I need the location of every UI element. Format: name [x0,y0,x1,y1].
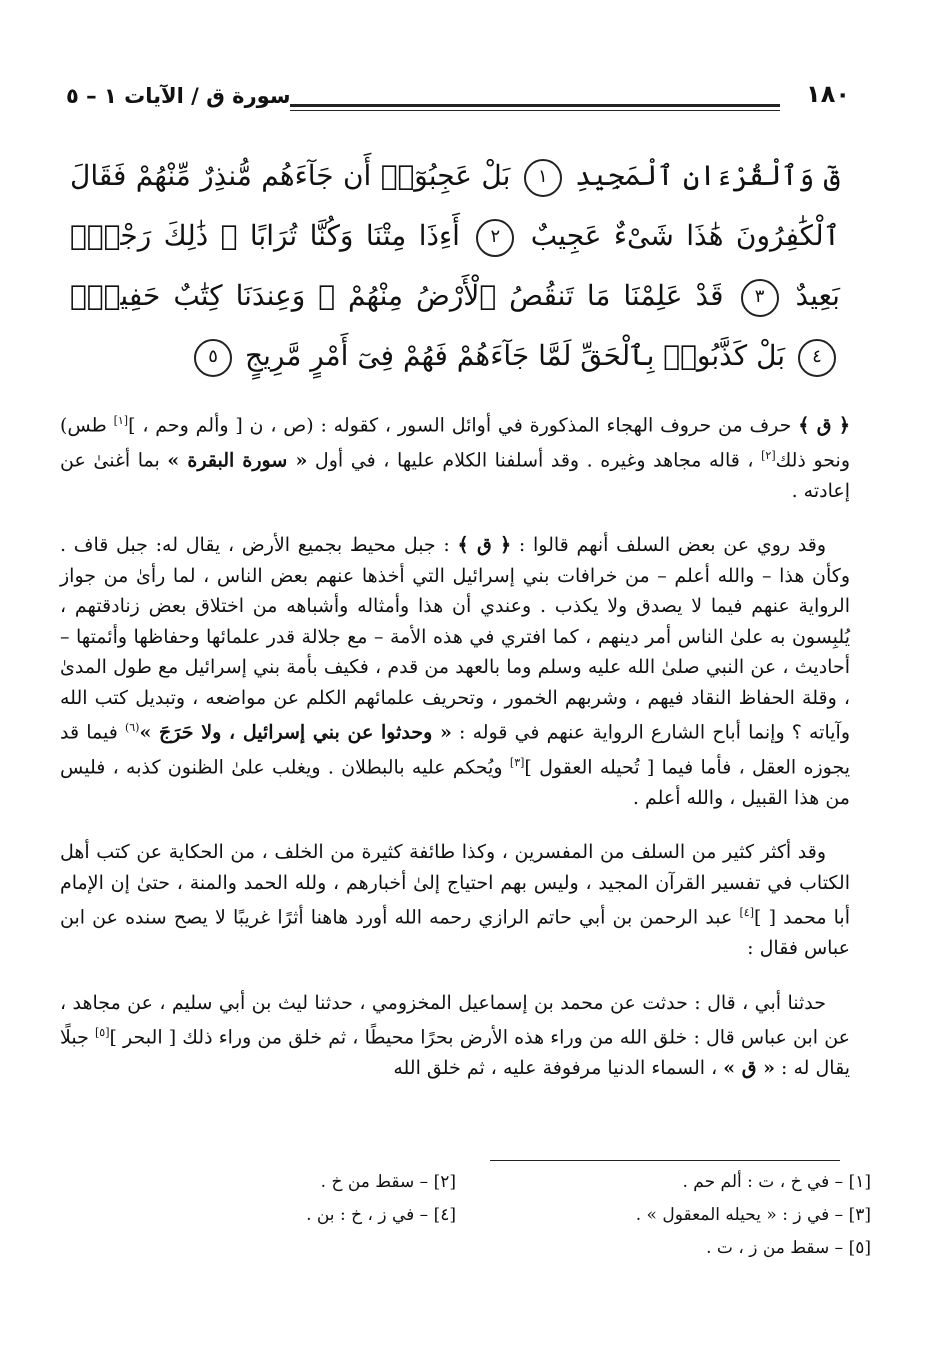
running-title: سورة ق / الآيات ١ – ٥ [66,84,291,108]
footnotes [81,1172,871,1271]
verse-text: قَدْ عَلِمْنَا مَا تَنقُصُ ٱلْأَرْضُ مِنْهُمْ ۖ وَعِندَنَا كِتَٰبٌ حَفِيظٌۢ [70,279,724,312]
quoted-letter: ﴿ ق ﴾ [457,534,512,557]
text: ، السماء الدنيا مرفوفة عليه ، ثم خلق الله [393,1056,724,1079]
ayah-number-marker: ٣ [741,279,779,317]
footnote-number: [١] [848,1172,871,1192]
text: ويُحكم عليه بالبطلان . ويغلب علىٰ الظنون كذبه ، فليس من هذا القبيل ، والله أعلم . [60,756,850,809]
text: وقد أكثر كثير من السلف من المفسرين ، وكذا طائفة كثيرة من الخلف ، من الحكاية عن كتب أهل الكتاب في تفسير القرآن المجيد ، وليس بهم احتياج إلىٰ أخبارهم ، ولله الحمد والمنة ، حتىٰ إن الإمام أبا محمد [ ] [60,841,851,929]
text: : جبل محيط بجميع الأرض ، يقال له: جبل قاف . وكأن هذا – والله أعلم – من خرافات بني إسرائيل التي أخذها عنهم بعض الناس ، لما رأىٰ من جواز الرواية عنهم فيما لا يصدق ولا يكذب . وعندي أن هذا وأمثاله وأشباهه من اختلاق بعض زنادقتهم ، يُلبِسون به علىٰ الناس أمر دينهم ، كما افتري في هذه الأمة – مع جلالة قدر علمائها وحفاظها وأئمتها – أحاديث ، عن النبي صلىٰ الله عليه وسلم وما بالعهد من قدم ، فكيف بأمة بني إسرائيل مع طول المدىٰ ، وقلة الحفاظ النقاد فيهم ، وشربهم الخمور ، وتحريف علمائهم الكلم عن مواضعه ، وتبديل كتب الله وآياته ؟ وإنما أباح الشارع الرواية عنهم في قوله : [60,534,850,744]
footnote-ref: [٣] [509,755,525,769]
footnote-text: – في ز : « يحيله المعقول » . [635,1205,844,1225]
commentary-paragraph-2 [60,530,850,813]
reference-marker: (٦) [124,721,140,735]
page-number: ١٨٠ [806,80,850,108]
quoted-letter: « ق » [723,1056,775,1079]
footnote-row [81,1238,871,1271]
footnote-ref: [١] [113,414,129,427]
footnote-number: [٥] [848,1238,871,1258]
quran-verses [70,146,840,386]
quoted-letter: ﴿ ق ﴾ [798,414,850,437]
text: ، قاله مجاهد وغيره . وقد أسلفنا الكلام عليها ، في أول [307,449,762,472]
footnote-text: – في ز ، خ : بن . [306,1205,429,1225]
text: حدثنا أبي ، قال : حدثت عن محمد بن إسماعيل المخزومي ، حدثنا ليث بن أبي سليم ، عن مجاهد ، عن ابن عباس قال : خلق الله من وراء هذه الأرض بحرًا محيطًا ، ثم خلق من وراء ذلك [ البحر ] [60,991,850,1049]
header-rule [290,104,780,107]
verse-text: بَلْ كَذَّبُوا۟ بِٱلْحَقِّ لَمَّا جَآءَهُمْ فَهُمْ فِىٓ أَمْرٍ مَّرِيجٍ [245,339,786,372]
footnote [683,1172,872,1192]
verse-text: قٓ وَٱلْقُرْءَانِ ٱلْمَجِيدِ [575,159,841,192]
commentary-paragraph-4 [60,988,850,1084]
footnote-ref: [٤] [739,906,755,920]
footnote-separator [490,1160,840,1161]
footnote [306,1205,456,1225]
ayah-number-marker: ٤ [798,339,836,377]
footnote-number: [٣] [848,1205,871,1225]
ayah-number-marker: ٢ [476,219,514,257]
ayah-number-marker: ٥ [194,339,232,377]
commentary-paragraph-1 [60,406,850,506]
footnote-text: – في خ ، ت : ألم حم . [682,1172,844,1192]
hadith-quote: « وحدثوا عن بني إسرائيل ، ولا حَرَجَ » [139,721,452,744]
footnote-row [81,1172,871,1205]
footnote-number: [٢] [433,1172,456,1192]
footnote [706,1238,871,1258]
text: بما أغنىٰ عن إعادته . [60,449,850,502]
ayah-number-marker: ١ [524,159,562,197]
footnote-row [81,1205,871,1238]
footnote-ref: [٢] [761,448,776,462]
text: جبلًا يقال له : [60,1026,850,1079]
footnote-ref: [٥] [94,1026,110,1040]
commentary-paragraph-3 [60,837,850,963]
header-rule-thin [290,110,780,111]
footnote-text: – سقط من ز ، ت . [706,1238,844,1258]
text: عبد الرحمن بن أبي حاتم الرازي رحمه الله أورد هاهنا أثرًا غريبًا لا يصح سنده عن ابن عباس فقال : [60,906,850,960]
footnote [636,1205,871,1225]
verse-text: أَءِذَا مِتْنَا وَكُنَّا تُرَابًا ۖ ذَٰلِكَ رَجْعٌۢ بَعِيدٌ [70,219,840,312]
surah-reference: « سورة البقرة » [167,449,308,472]
page-header [60,70,850,126]
verse-text: بَلْ عَجِبُوٓا۟ أَن جَآءَهُم مُّنذِرٌ مِّنْهُمْ فَقَالَ ٱلْكَٰفِرُونَ هَٰذَا شَىْءٌ عَجِيبٌ [70,159,841,252]
text: فيما قد يجوزه العقل ، فأما فيما [ تُحيله العقول ] [60,721,850,779]
text: طس) ونحو ذلك [60,414,851,472]
footnote-number: [٤] [433,1205,456,1225]
text: وقد روي عن بعض السلف أنهم قالوا : [511,534,826,557]
text: حرف من حروف الهجاء المذكورة في أوائل السور ، كقوله : (ص ، ن [ وألم وحم ، ] [128,414,799,437]
footnote-text: – سقط من خ . [320,1172,429,1192]
footnote [321,1172,456,1192]
book-page [60,70,850,1083]
